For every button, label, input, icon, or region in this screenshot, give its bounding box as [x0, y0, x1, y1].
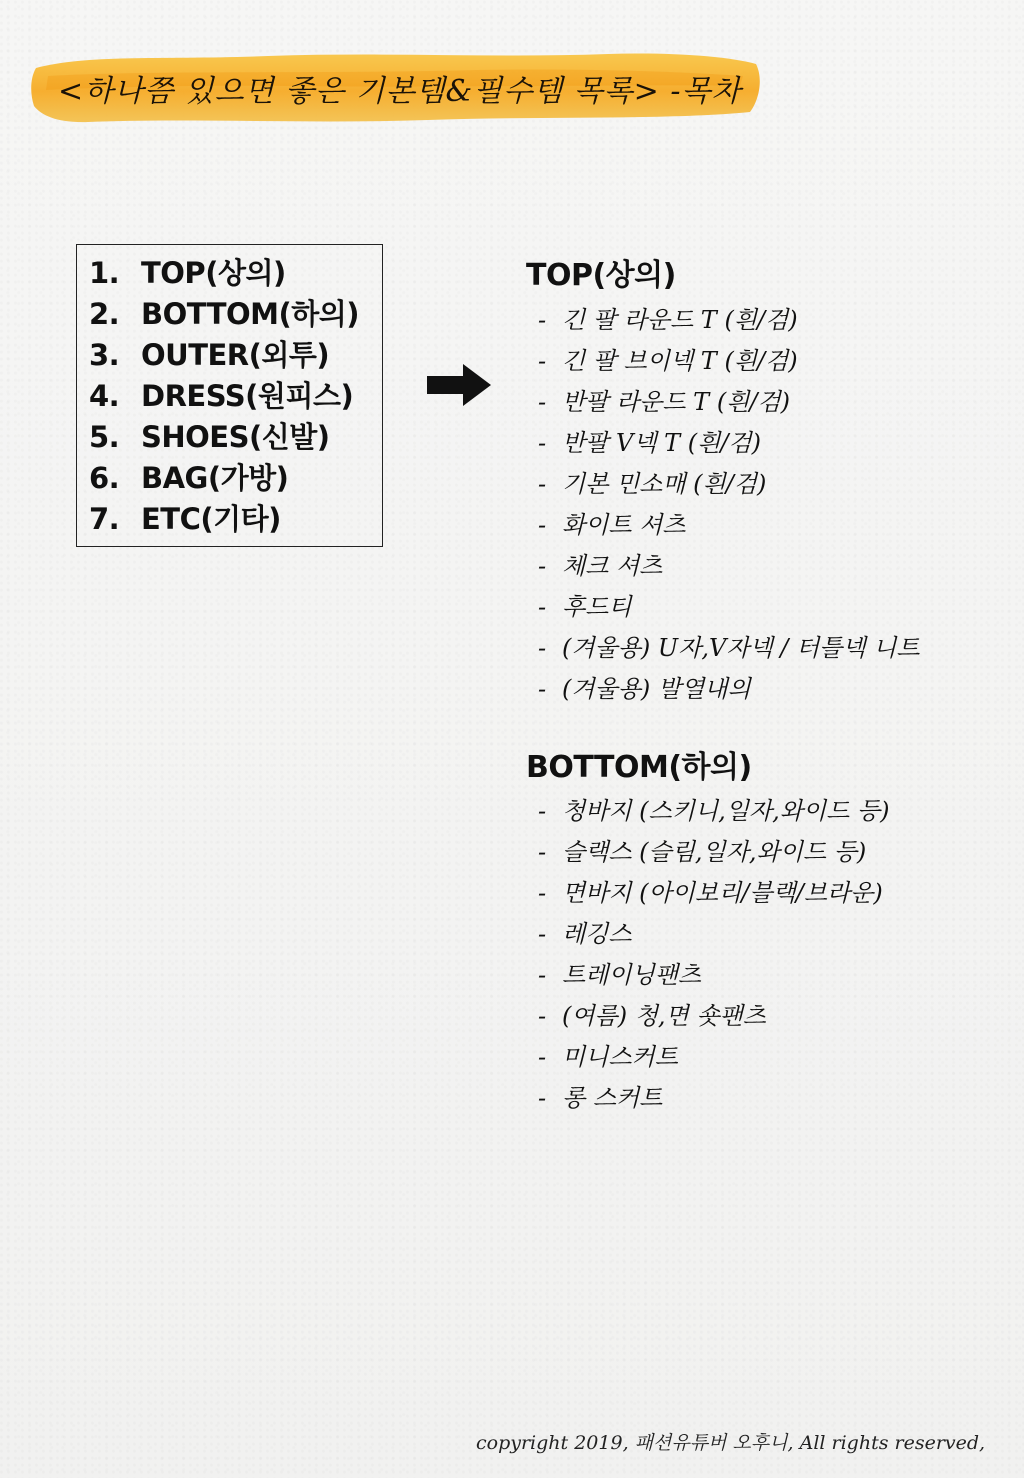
- toc-item: [89, 374, 353, 415]
- list-item: [538, 832, 866, 867]
- list-item: [538, 423, 761, 458]
- list-item: [538, 546, 662, 581]
- list-item: [538, 1078, 662, 1113]
- toc-label: ETC(기타): [141, 502, 281, 536]
- dash-bullet: -: [538, 634, 547, 662]
- dash-bullet: -: [538, 838, 547, 866]
- item-text: 기본 민소매 (흰/검): [562, 470, 767, 498]
- toc-item: [89, 415, 330, 456]
- toc-number: 7.: [89, 502, 120, 536]
- item-text: 청바지 (스키니,일자,와이드 등): [562, 797, 890, 825]
- toc-item: [89, 497, 281, 538]
- toc-label: OUTER(외투): [141, 338, 330, 372]
- dash-bullet: -: [538, 347, 547, 375]
- item-text: (여름) 청,면 숏팬츠: [562, 1002, 766, 1030]
- list-item: [538, 464, 766, 499]
- item-text: 긴 팔 브이넥 T (흰/검): [562, 347, 798, 375]
- list-item: [538, 669, 751, 704]
- item-text: 롱 스커트: [562, 1084, 663, 1112]
- item-text: 후드티: [562, 593, 632, 621]
- toc-item: [89, 333, 329, 374]
- item-text: 면바지 (아이보리/블랙/브라운): [562, 879, 883, 907]
- toc-item: [89, 292, 359, 333]
- list-item: [538, 505, 686, 540]
- item-text: 체크 셔츠: [562, 552, 663, 580]
- toc-number: 2.: [89, 297, 120, 331]
- dash-bullet: -: [538, 511, 547, 539]
- dash-bullet: -: [538, 920, 547, 948]
- page-title: <하나쯤 있으면 좋은 기본템&필수템 목록> -목차: [58, 74, 742, 109]
- toc-number: 6.: [89, 461, 120, 495]
- item-text: 반팔 라운드 T (흰/검): [562, 388, 790, 416]
- dash-bullet: -: [538, 797, 547, 825]
- list-item: [538, 341, 798, 376]
- toc-item: [89, 456, 288, 497]
- toc-box: [76, 244, 383, 547]
- item-text: (겨울용) U자,V자넥 / 터틀넥 니트: [562, 634, 920, 662]
- dash-bullet: -: [538, 552, 547, 580]
- item-text: 반팔 V넥 T (흰/검): [562, 429, 761, 457]
- dash-bullet: -: [538, 961, 547, 989]
- dash-bullet: -: [538, 879, 547, 907]
- dash-bullet: -: [538, 1084, 547, 1112]
- list-item: [538, 791, 889, 826]
- list-item: [538, 382, 790, 417]
- dash-bullet: -: [538, 1002, 547, 1030]
- item-text: 트레이닝팬츠: [562, 961, 702, 989]
- list-item: [538, 300, 798, 335]
- toc-label: BAG(가방): [141, 461, 289, 495]
- item-text: 화이트 셔츠: [562, 511, 686, 539]
- list-item: [538, 996, 766, 1031]
- list-item: [538, 1037, 678, 1072]
- toc-label: TOP(상의): [141, 256, 286, 290]
- item-text: 긴 팔 라운드 T (흰/검): [562, 306, 798, 334]
- toc-number: 1.: [89, 256, 120, 290]
- list-item: [538, 873, 883, 908]
- dash-bullet: -: [538, 675, 547, 703]
- toc-number: 3.: [89, 338, 120, 372]
- toc-label: BOTTOM(하의): [141, 297, 360, 331]
- list-item: [538, 914, 632, 949]
- section-title-bottom: BOTTOM(하의): [526, 750, 752, 785]
- dash-bullet: -: [538, 1043, 547, 1071]
- dash-bullet: -: [538, 429, 547, 457]
- toc-number: 5.: [89, 420, 120, 454]
- list-item: [538, 587, 632, 622]
- copyright-notice: copyright 2019, 패션유튜버 오후니, All rights reserved,: [476, 1432, 986, 1454]
- toc-item: [89, 251, 286, 292]
- list-item: [538, 628, 920, 663]
- item-text: 미니스커트: [562, 1043, 678, 1071]
- item-text: 슬랙스 (슬림,일자,와이드 등): [562, 838, 867, 866]
- section-title-top: TOP(상의): [526, 258, 676, 293]
- dash-bullet: -: [538, 388, 547, 416]
- list-item: [538, 955, 701, 990]
- item-text: (겨울용) 발열내의: [562, 675, 751, 703]
- toc-number: 4.: [89, 379, 120, 413]
- dash-bullet: -: [538, 470, 547, 498]
- dash-bullet: -: [538, 306, 547, 334]
- right-arrow-icon: [425, 362, 493, 408]
- item-text: 레깅스: [562, 920, 632, 948]
- toc-label: DRESS(원피스): [141, 379, 354, 413]
- dash-bullet: -: [538, 593, 547, 621]
- toc-label: SHOES(신발): [141, 420, 330, 454]
